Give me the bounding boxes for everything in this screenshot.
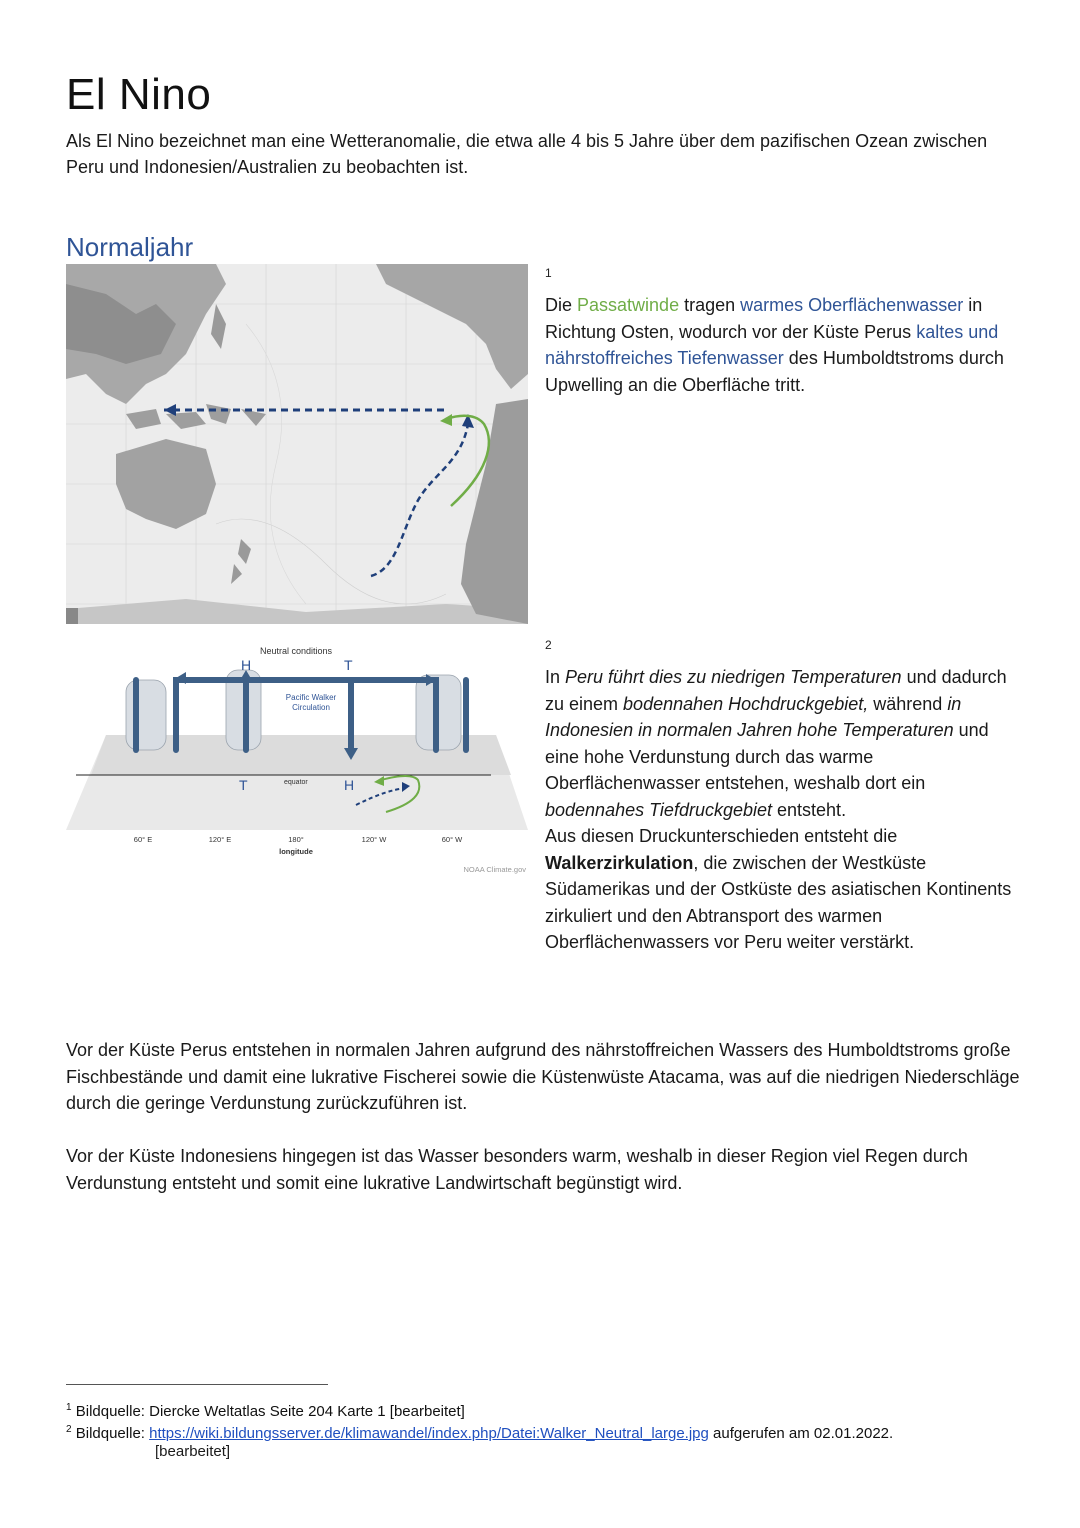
walker-title: Neutral conditions [259,646,333,656]
source-link[interactable]: https://wiki.bildungsserver.de/klimawandel/index.php/Datei:Walker_Neutral_large.jpg [149,1425,709,1442]
equator-label: equator [284,779,308,786]
paragraph-trade-winds [545,292,1020,398]
italic-text: Peru führt dies zu niedrigen Temperaturen [565,667,902,687]
walker-H-bottom: H [344,777,355,793]
italic-text: in Indonesien in normalen Jahren hohe Temperaturen [545,693,962,740]
footnote-text: Bildquelle: [75,1425,150,1442]
walkerzirkulation-term: Walkerzirkulation [545,852,694,873]
italic-text: bodennahen Hochdruckgebiet, [623,693,869,714]
walker-xlabel: longitude [279,847,313,856]
walker-credit: NOAA Climate.gov [463,865,526,874]
text: Die [545,295,578,315]
footnote-number: 2 [66,1424,72,1435]
footnote-1 [66,1398,465,1422]
tick-120w: 120° W [361,835,387,844]
warm-water-term: warmes Oberflächenwasser [740,295,964,315]
footnote-2-continuation: [bearbeitet] [155,1443,231,1460]
paragraph-peru: Vor der Küste Perus entstehen in normalen Jahren aufgrund des nährstoffreichen Wassers des Humboldtstroms große Fischbestände und damit eine lukrative Fischerei sowie die Küstenwüste Atacama, was auf die niedrigen Niederschläge durch die geringe Verdunstung zurückzuführen ist. [66,1040,1020,1113]
figure1-footnote-mark: 1 [545,266,552,280]
footnote-separator [66,1384,328,1385]
text: , die zwischen der Westküste Südamerikas und der Ostküste des asiatischen Kontinents zirkuliert und den Abtransport des warmen Oberflächenwassers vor Peru weiter verstärkt. [545,852,1012,952]
footnote-text: Bildquelle: Diercke Weltatlas Seite 204 Karte 1 [bearbeitet] [75,1403,465,1420]
intro-paragraph: Als El Nino bezeichnet man eine Wetteranomalie, die etwa alle 4 bis 5 Jahre über dem pazifischen Ozean zwischen Peru und Indonesien/Australien zu beobachten ist. [66,131,988,177]
tick-60w: 60° W [441,835,463,844]
footnote-text: aufgerufen am 02.01.2022. [708,1425,894,1442]
paragraph-indonesia: Vor der Küste Indonesiens hingegen ist das Wasser besonders warm, weshalb in dieser Region viel Regen durch Verdunstung entsteht und somit eine lukrative Landwirtschaft begünstigt wird. [66,1146,968,1193]
text: und dadurch zu einem [545,667,1007,714]
text: In [545,667,566,687]
pacific-map-figure [66,264,528,624]
footnote-2 [66,1420,893,1444]
tick-120e: 120° E [208,835,232,844]
page-title: El Nino [66,70,212,119]
paragraph-walker [545,664,1020,956]
footnote-number: 1 [66,1402,72,1413]
walker-label-1: Pacific Walker [285,693,337,702]
walker-T-bottom: T [239,777,248,793]
text: während [868,693,948,714]
section-heading: Normaljahr [66,232,194,262]
text: des Humboldtstroms durch Upwelling an die Oberfläche tritt. [545,348,1004,395]
walker-H-left: H [241,657,252,673]
italic-text: bodennahes Tiefdruckgebiet [545,799,773,820]
text: und eine hohe Verdunstung durch das warme Oberflächenwasser entstehen, weshalb dort ein [545,720,989,793]
text: entsteht. [772,799,847,820]
tick-180: 180° [288,835,304,844]
walker-label-2: Circulation [292,703,330,712]
cold-water-term: kaltes und nährstoffreiches Tiefenwasser [545,321,999,368]
passatwinde-term: Passatwinde [577,295,680,315]
walker-T-right: T [344,657,353,673]
text: Aus diesen Druckunterschieden entsteht die [545,826,898,846]
tick-60e: 60° E [133,835,153,844]
figure2-footnote-mark: 2 [545,638,552,652]
text: tragen [679,295,741,315]
text: in Richtung Osten, wodurch vor der Küste Perus [545,295,983,342]
walker-circulation-figure [66,640,528,880]
